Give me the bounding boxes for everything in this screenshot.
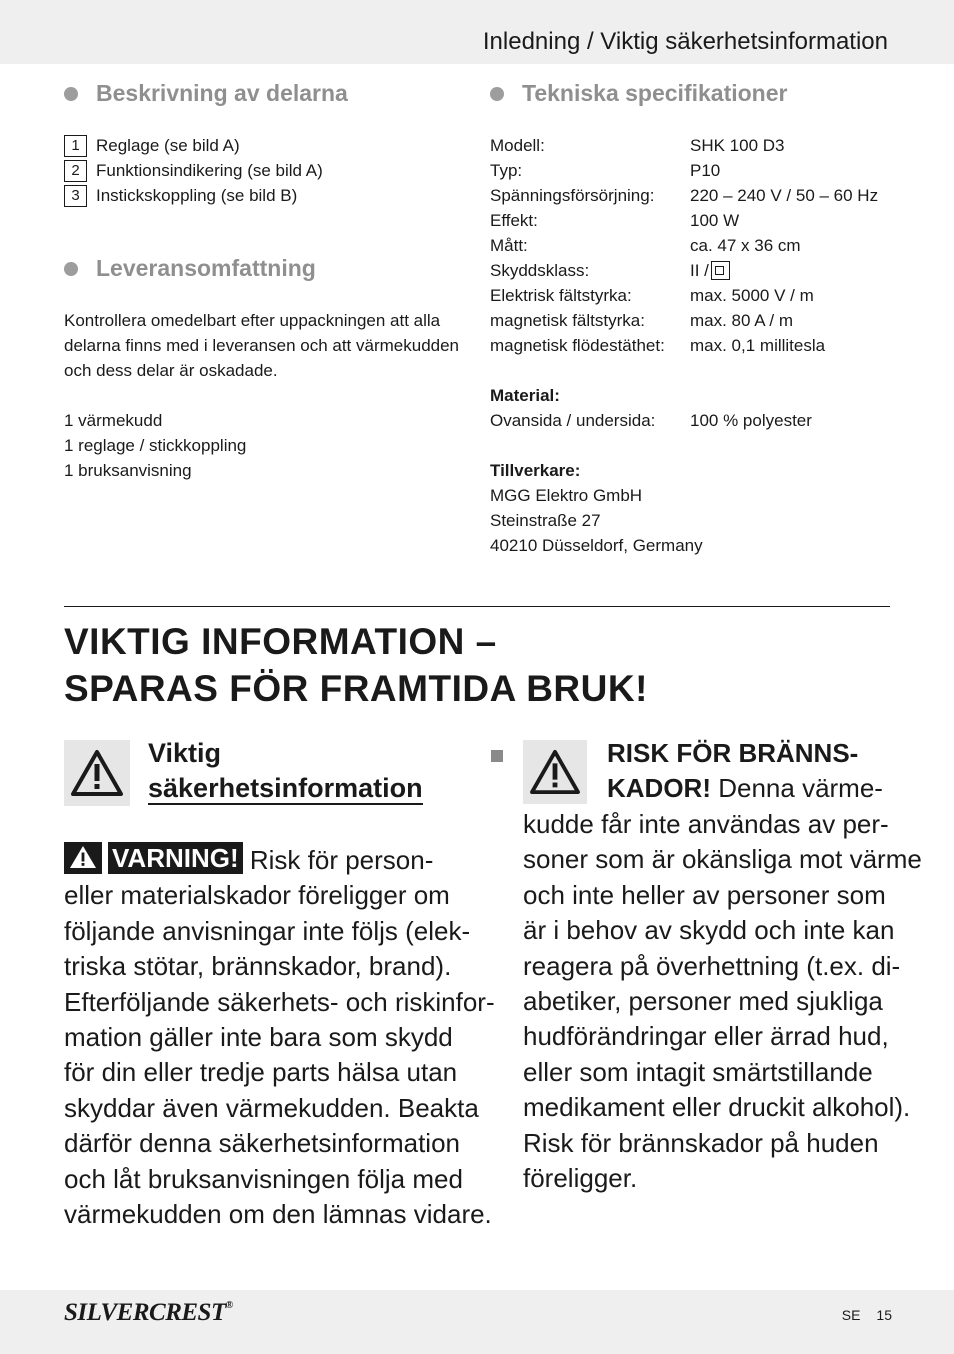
text-line <box>64 842 495 878</box>
bullet-dot-icon <box>64 87 78 101</box>
page-info <box>826 1307 892 1323</box>
warning-triangle-box <box>64 740 130 806</box>
spec-value: max. 80 A / m <box>690 310 793 330</box>
material-label: Material: <box>490 385 560 405</box>
spec-value: max. 5000 V / m <box>690 285 814 305</box>
text-line: triska stötar, brännskador, brand). <box>64 951 452 982</box>
table-row <box>490 258 878 283</box>
spec-value: ca. 47 x 36 cm <box>690 235 801 255</box>
text-line: delarna finns med i leveransen och att värmekudden <box>64 336 460 355</box>
protection-class-text: II / <box>690 260 709 280</box>
part-label: Funktionsindikering (se bild A) <box>96 160 323 180</box>
text-line: Efterföljande säkerhets- och riskinfor- <box>64 986 495 1017</box>
manufacturer-line: Steinstraße 27 <box>490 510 601 530</box>
text-line: reagera på överhettning (t.ex. di- <box>523 950 901 981</box>
text-line: soner som är okänsliga mot värme <box>523 844 922 875</box>
warning-triangle-icon <box>70 749 124 797</box>
table-row <box>490 308 878 333</box>
delivery-heading-text: Leveransomfattning <box>96 255 316 281</box>
text-line: eller materialskador föreligger om <box>64 880 450 911</box>
specs-heading-text: Tekniska specifikationer <box>522 80 788 106</box>
text-line: kudde får inte användas av per- <box>523 809 889 839</box>
parts-section-heading <box>64 80 348 107</box>
text-line: eller som intagit smärtstillande <box>523 1056 873 1087</box>
spec-value: max. 0,1 millitesla <box>690 335 826 355</box>
delivery-section-heading <box>64 255 316 282</box>
spec-value: 100 W <box>690 210 740 230</box>
table-row <box>490 233 878 258</box>
part-number-box: 3 <box>64 185 87 207</box>
title-line: SPARAS FÖR FRAMTIDA BRUK! <box>64 668 648 709</box>
text-fragment: Risk för person- <box>249 845 434 875</box>
manufacturer-label: Tillverkare: <box>490 460 581 480</box>
list-item <box>64 183 323 208</box>
text-line: för din eller tredje parts hälsa utan <box>64 1057 458 1088</box>
text-line: hudförändringar eller ärrad hud, <box>523 1021 889 1052</box>
section-divider <box>64 606 890 607</box>
part-number-box: 1 <box>64 135 87 157</box>
logo-text: CREST <box>149 1299 226 1326</box>
title-line: Viktig <box>148 738 222 768</box>
warning-triangle-icon <box>68 844 98 870</box>
spec-label: magnetisk fältstyrka: <box>490 310 645 330</box>
spec-label: Modell: <box>490 135 545 155</box>
list-item <box>64 158 323 183</box>
text-line: skyddar även värmekudden. Beakta <box>64 1092 479 1123</box>
manufacturer-line: MGG Elektro GmbH <box>490 485 643 505</box>
page-number: 15 <box>876 1307 892 1323</box>
text-line: RISK FÖR BRÄNNS- <box>607 738 859 768</box>
spec-label: Typ: <box>490 160 523 180</box>
table-row <box>490 283 878 308</box>
warning-triangle-box <box>523 740 587 804</box>
text-line: och inte heller av personer som <box>523 879 886 910</box>
spec-value: 100 % polyester <box>690 410 812 430</box>
table-row <box>490 208 878 233</box>
spec-label: magnetisk flödestäthet: <box>490 335 665 355</box>
burn-risk-text <box>523 807 922 1196</box>
specs-table <box>490 133 878 558</box>
bullet-dot-icon <box>64 262 78 276</box>
silvercrest-logo <box>64 1299 233 1327</box>
spec-value: 220 – 240 V / 50 – 60 Hz <box>690 185 879 205</box>
spec-label: Ovansida / undersida: <box>490 410 656 430</box>
warning-badge-icon <box>64 842 102 874</box>
text-line: följande anvisningar inte följs (elek- <box>64 915 471 946</box>
safety-warning-text <box>64 842 495 1232</box>
spec-label: Spänningsförsörjning: <box>490 185 655 205</box>
text-line <box>607 771 897 806</box>
text-line: därför denna säkerhetsinformation <box>64 1128 461 1159</box>
delivery-items <box>64 408 246 483</box>
text-line: och dess delar är oskadade. <box>64 361 278 380</box>
delivery-paragraph <box>64 308 459 383</box>
text-line: medikament eller druckit alkohol). <box>523 1092 911 1123</box>
spec-label: Mått: <box>490 235 528 255</box>
logo-mark: ® <box>225 1300 233 1311</box>
table-row <box>490 158 878 183</box>
text-line: är i behov av skydd och inte kan <box>523 915 895 946</box>
table-row <box>490 408 878 433</box>
part-label: Instickskoppling (se bild B) <box>96 185 298 205</box>
page-header-title: Inledning / Viktig säkerhetsinformation <box>482 28 888 55</box>
list-item <box>64 133 323 158</box>
manufacturer-line: 40210 Düsseldorf, Germany <box>490 535 703 555</box>
spec-value: P10 <box>690 160 721 180</box>
specs-section-heading <box>490 80 787 107</box>
spec-label: Elektrisk fältstyrka: <box>490 285 632 305</box>
text-line: värmekudden om den lämnas vidare. <box>64 1199 492 1230</box>
text-line: mation gäller inte bara som skydd <box>64 1022 453 1053</box>
table-row <box>490 333 878 358</box>
title-line: VIKTIG INFORMATION – <box>64 621 497 662</box>
list-item: 1 reglage / stickkoppling <box>64 436 247 455</box>
bullet-dot-icon <box>490 87 504 101</box>
title-line: säkerhetsinformation <box>148 773 423 803</box>
text-line: Risk för brännskador på huden <box>523 1127 879 1158</box>
spec-value: SHK 100 D3 <box>690 135 785 155</box>
list-item: 1 värmekudd <box>64 411 163 430</box>
logo-text: SILVER <box>64 1299 150 1326</box>
part-label: Reglage (se bild A) <box>96 135 240 155</box>
protection-class-ii-icon <box>711 261 730 280</box>
warning-triangle-icon <box>529 749 581 795</box>
part-number-box: 2 <box>64 160 87 182</box>
language-code: SE <box>841 1307 861 1323</box>
table-row <box>490 183 878 208</box>
safety-title <box>148 736 423 806</box>
square-bullet-icon <box>491 750 503 762</box>
parts-list <box>64 133 323 208</box>
warning-label: VARNING! <box>108 842 243 874</box>
spec-label: Skyddsklass: <box>490 260 590 280</box>
spec-label: Effekt: <box>490 210 538 230</box>
list-item: 1 bruksanvisning <box>64 461 192 480</box>
burn-risk-heading <box>607 736 897 807</box>
table-row <box>490 133 878 158</box>
text-fragment: KADOR! <box>607 773 711 804</box>
text-line: och låt bruksanvisningen följa med <box>64 1163 463 1194</box>
important-title <box>64 618 648 712</box>
parts-heading-text: Beskrivning av delarna <box>96 80 348 106</box>
text-line: Kontrollera omedelbart efter uppackningen att alla <box>64 311 441 330</box>
text-fragment: Denna värme- <box>711 773 883 804</box>
text-line: abetiker, personer med sjukliga <box>523 986 883 1017</box>
spec-value <box>690 261 730 281</box>
text-line: föreligger. <box>523 1163 638 1194</box>
